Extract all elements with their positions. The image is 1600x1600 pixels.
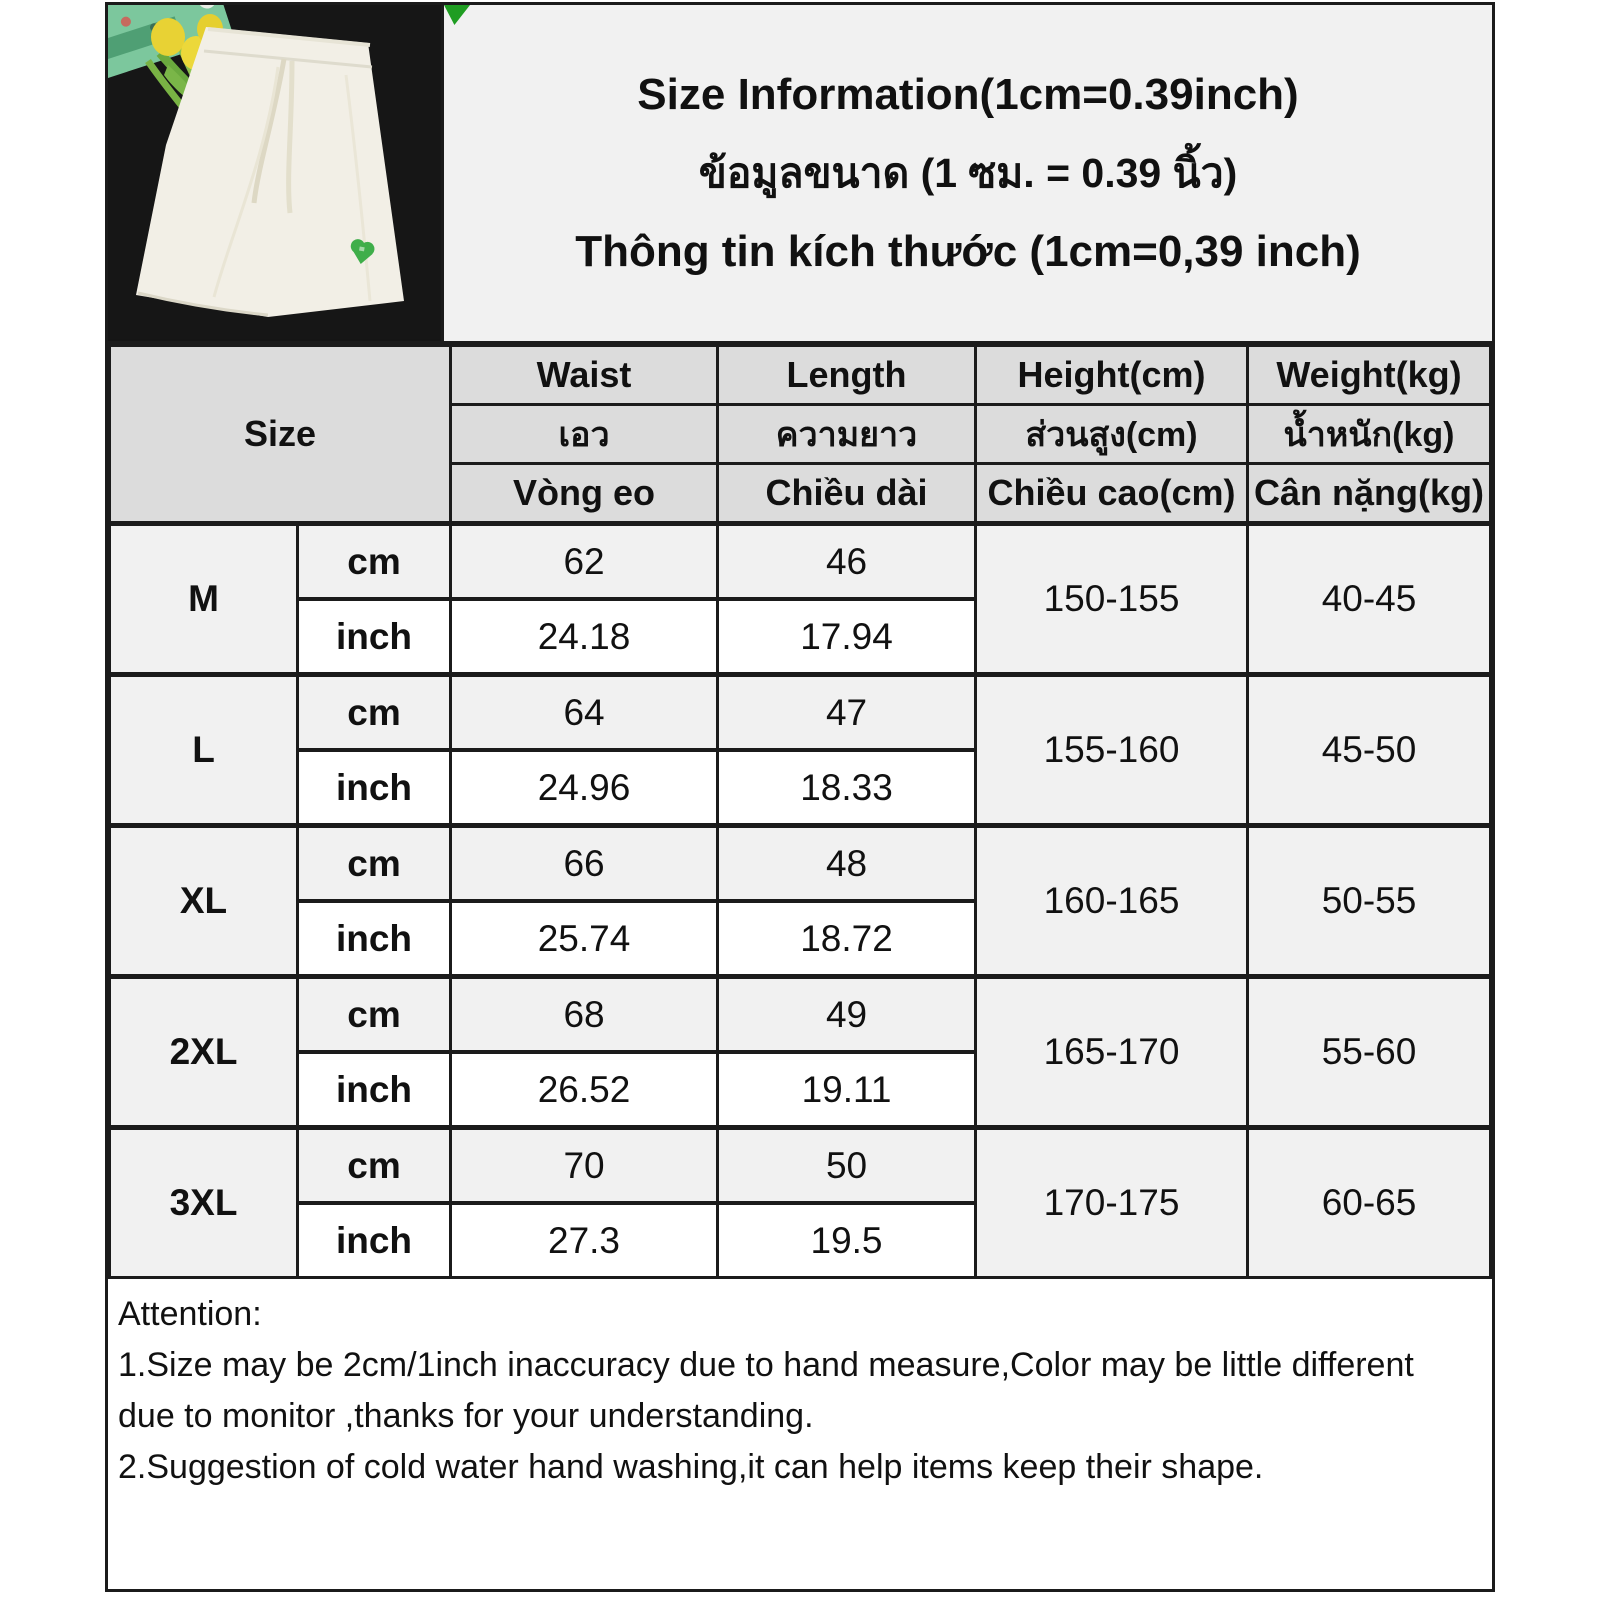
unit-label-inch: inch	[298, 901, 451, 977]
size-table	[108, 344, 1492, 1279]
green-corner-accent-icon	[444, 5, 470, 25]
unit-label-inch: inch	[298, 1052, 451, 1128]
shorts-photo-graphic	[108, 5, 444, 339]
unit-label-inch: inch	[298, 750, 451, 826]
waist-cm-value: 62	[451, 524, 718, 600]
length-cm-value: 47	[718, 675, 976, 751]
col-header-length-vi: Chiều dài	[718, 464, 976, 524]
weight-range: 60-65	[1248, 1128, 1491, 1278]
length-inch-value: 17.94	[718, 599, 976, 675]
length-cm-value: 50	[718, 1128, 976, 1204]
height-range: 165-170	[976, 977, 1248, 1128]
length-cm-value: 49	[718, 977, 976, 1053]
table-row	[110, 675, 1491, 751]
waist-cm-value: 70	[451, 1128, 718, 1204]
unit-label-cm: cm	[298, 675, 451, 751]
unit-label-cm: cm	[298, 977, 451, 1053]
table-row	[110, 524, 1491, 600]
size-label-3xl: 3XL	[110, 1128, 298, 1278]
title-block	[444, 5, 1492, 341]
weight-range: 55-60	[1248, 977, 1491, 1128]
size-label-m: M	[110, 524, 298, 675]
col-header-weight-th: น้ำหนัก(kg)	[1248, 405, 1491, 464]
unit-label-cm: cm	[298, 524, 451, 600]
product-photo	[108, 5, 444, 341]
waist-inch-value: 25.74	[451, 901, 718, 977]
waist-cm-value: 64	[451, 675, 718, 751]
size-chart-sheet	[105, 2, 1495, 1592]
col-header-height-en: Height(cm)	[976, 346, 1248, 405]
title-thai: ข้อมูลขนาด (1 ซม. = 0.39 นิ้ว)	[698, 149, 1238, 196]
unit-label-cm: cm	[298, 826, 451, 902]
attention-note-2: 2.Suggestion of cold water hand washing,it can help items keep their shape.	[118, 1448, 1264, 1486]
title-vietnamese: Thông tin kích thước (1cm=0,39 inch)	[575, 226, 1361, 276]
waist-inch-value: 26.52	[451, 1052, 718, 1128]
size-label-2xl: 2XL	[110, 977, 298, 1128]
waist-inch-value: 24.96	[451, 750, 718, 826]
unit-label-inch: inch	[298, 1203, 451, 1278]
waist-cm-value: 68	[451, 977, 718, 1053]
waist-inch-value: 24.18	[451, 599, 718, 675]
length-inch-value: 19.11	[718, 1052, 976, 1128]
col-header-weight-vi: Cân nặng(kg)	[1248, 464, 1491, 524]
col-header-height-vi: Chiều cao(cm)	[976, 464, 1248, 524]
unit-label-cm: cm	[298, 1128, 451, 1204]
waist-cm-value: 66	[451, 826, 718, 902]
table-row	[110, 826, 1491, 902]
col-header-weight-en: Weight(kg)	[1248, 346, 1491, 405]
length-inch-value: 18.72	[718, 901, 976, 977]
col-header-waist-vi: Vòng eo	[451, 464, 718, 524]
table-row	[110, 1128, 1491, 1204]
weight-range: 50-55	[1248, 826, 1491, 977]
length-inch-value: 18.33	[718, 750, 976, 826]
attention-heading: Attention:	[118, 1295, 262, 1333]
height-range: 155-160	[976, 675, 1248, 826]
height-range: 170-175	[976, 1128, 1248, 1278]
length-cm-value: 46	[718, 524, 976, 600]
title-english: Size Information(1cm=0.39inch)	[637, 69, 1299, 119]
size-header: Size	[110, 346, 451, 524]
size-label-xl: XL	[110, 826, 298, 977]
unit-label-inch: inch	[298, 599, 451, 675]
height-range: 160-165	[976, 826, 1248, 977]
weight-range: 45-50	[1248, 675, 1491, 826]
table-row	[110, 977, 1491, 1053]
col-header-waist-en: Waist	[451, 346, 718, 405]
weight-range: 40-45	[1248, 524, 1491, 675]
length-cm-value: 48	[718, 826, 976, 902]
col-header-waist-th: เอว	[451, 405, 718, 464]
height-range: 150-155	[976, 524, 1248, 675]
attention-note-1: 1.Size may be 2cm/1inch inaccuracy due to hand measure,Color may be little different due to monitor ,thanks for your understanding.	[118, 1346, 1414, 1435]
col-header-length-th: ความยาว	[718, 405, 976, 464]
col-header-length-en: Length	[718, 346, 976, 405]
length-inch-value: 19.5	[718, 1203, 976, 1278]
top-section	[108, 5, 1492, 344]
size-label-l: L	[110, 675, 298, 826]
attention-notes	[108, 1279, 1492, 1589]
waist-inch-value: 27.3	[451, 1203, 718, 1278]
col-header-height-th: ส่วนสูง(cm)	[976, 405, 1248, 464]
